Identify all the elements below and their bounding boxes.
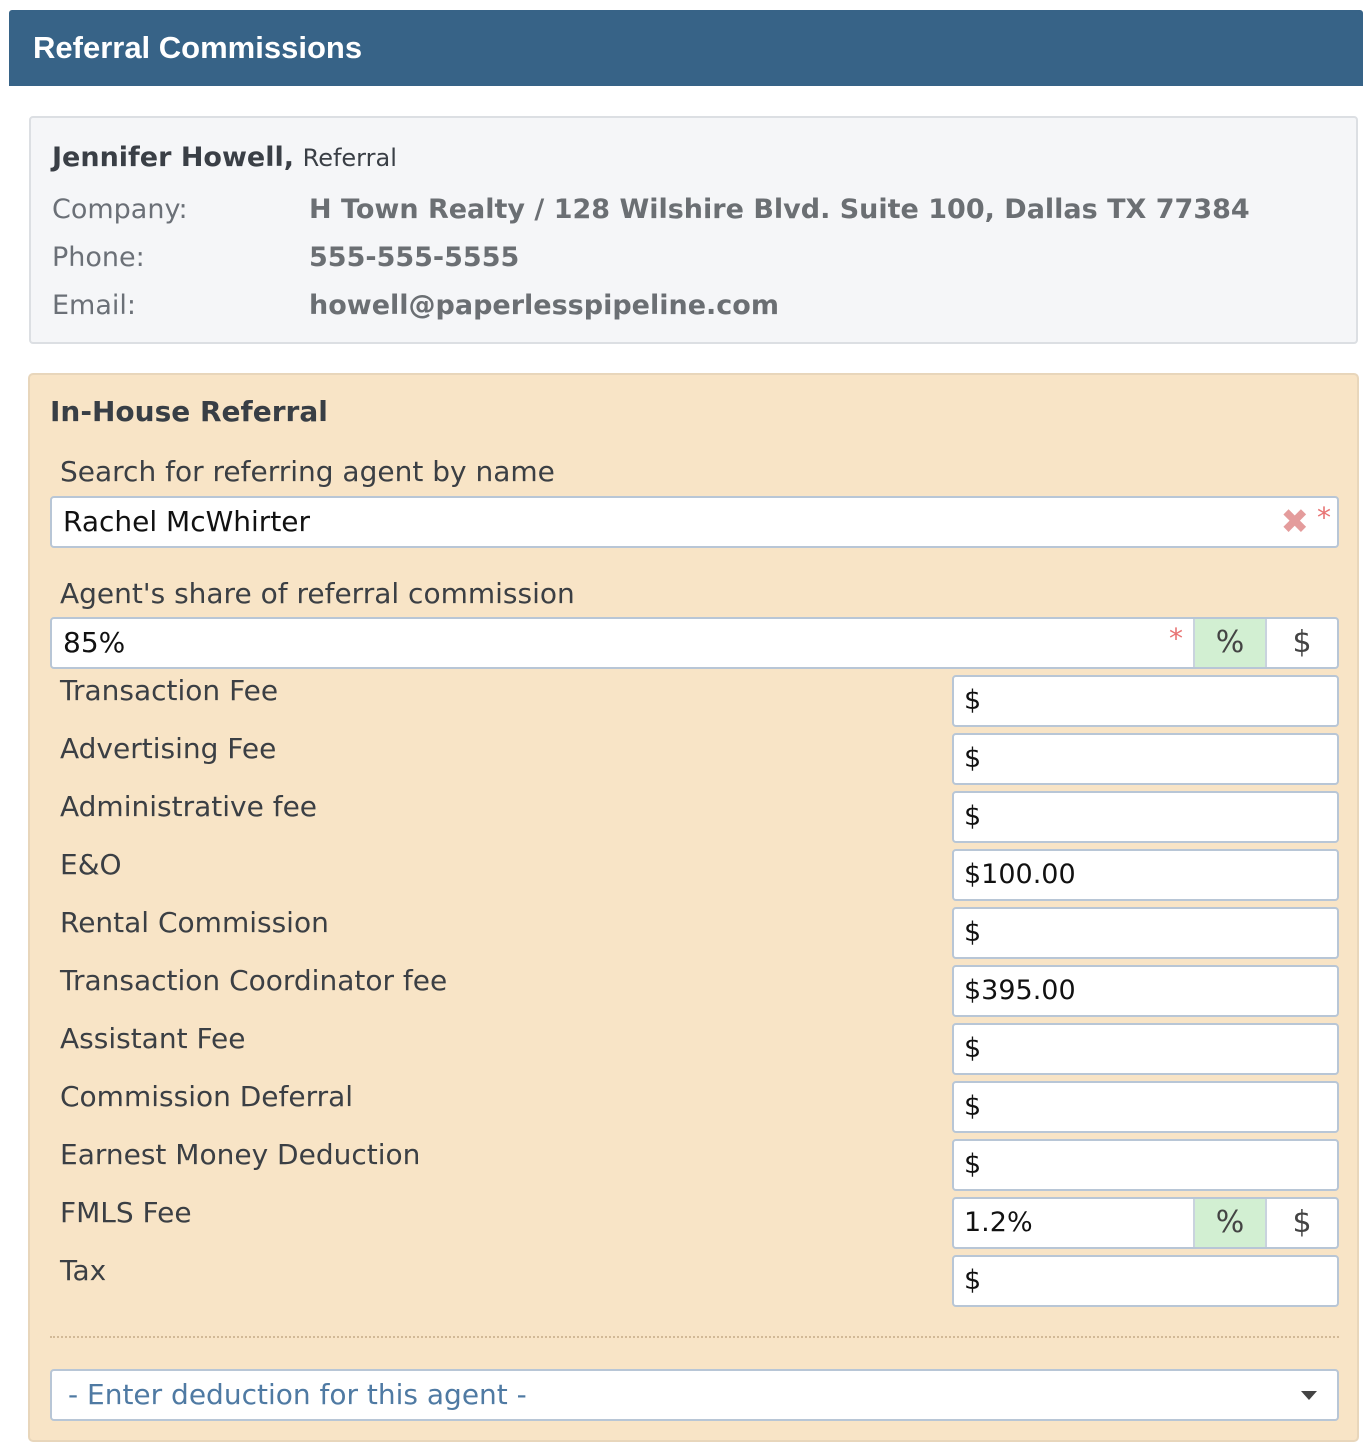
fmls-fee-input[interactable] [952, 1197, 1339, 1249]
search-agent-input[interactable] [50, 496, 1339, 548]
tax-input[interactable]: $ [952, 1255, 1339, 1307]
contact-name: Jennifer Howell, [52, 142, 294, 173]
fee-label: Transaction Coordinator fee [60, 964, 448, 997]
panel-title: In-House Referral [50, 395, 328, 428]
administrative-fee-input[interactable]: $ [952, 791, 1339, 843]
commission-deferral-input[interactable]: $ [952, 1081, 1339, 1133]
fee-label: E&O [60, 848, 122, 881]
fee-label: Earnest Money Deduction [60, 1138, 421, 1171]
contact-phone-row [52, 242, 519, 273]
in-house-referral-panel [28, 373, 1359, 1442]
fee-label: Administrative fee [60, 790, 318, 823]
dollar-toggle-button[interactable]: $ [1265, 1199, 1337, 1247]
advertising-fee-input[interactable]: $ [952, 733, 1339, 785]
agent-share-label: Agent's share of referral commission [60, 577, 575, 610]
phone-label: Phone: [52, 242, 145, 273]
deduction-select-placeholder: - Enter deduction for this agent - [68, 1378, 527, 1411]
share-unit-toggle [1193, 619, 1337, 667]
required-asterisk: * [1169, 622, 1183, 655]
email-value: howell@paperlesspipeline.com [309, 290, 779, 321]
percent-toggle-button[interactable]: % [1193, 619, 1265, 667]
transaction-coordinator-fee-input[interactable]: $395.00 [952, 965, 1339, 1017]
fee-label: Commission Deferral [60, 1080, 354, 1113]
contact-card [29, 116, 1358, 344]
required-asterisk: * [1317, 501, 1331, 534]
eo-fee-input[interactable]: $100.00 [952, 849, 1339, 901]
fmls-unit-toggle [1193, 1199, 1337, 1247]
email-label: Email: [52, 290, 137, 321]
agent-share-value: 85% [63, 626, 126, 659]
company-value: H Town Realty / 128 Wilshire Blvd. Suite 100, Dallas TX 77384 [309, 194, 1250, 225]
search-agent-value: Rachel McWhirter [63, 505, 311, 538]
deduction-select[interactable] [50, 1369, 1339, 1421]
section-divider [50, 1336, 1339, 1338]
contact-email-row [52, 290, 779, 321]
phone-value: 555-555-5555 [309, 242, 520, 273]
fmls-fee-value: 1.2% [964, 1207, 1033, 1238]
transaction-fee-input[interactable]: $ [952, 675, 1339, 727]
contact-role: Referral [302, 144, 397, 172]
fee-label: FMLS Fee [60, 1196, 192, 1229]
contact-name-line [52, 142, 397, 173]
search-agent-label: Search for referring agent by name [60, 455, 555, 488]
fee-label: Transaction Fee [60, 674, 279, 707]
contact-company-row [52, 194, 1250, 225]
fee-label: Advertising Fee [60, 732, 277, 765]
percent-toggle-button[interactable]: % [1193, 1199, 1265, 1247]
company-label: Company: [52, 194, 188, 225]
agent-share-input[interactable] [50, 617, 1339, 669]
dollar-toggle-button[interactable]: $ [1265, 619, 1337, 667]
earnest-money-deduction-input[interactable]: $ [952, 1139, 1339, 1191]
page-title: Referral Commissions [33, 30, 363, 65]
fee-label: Assistant Fee [60, 1022, 246, 1055]
chevron-down-icon [1301, 1391, 1317, 1400]
assistant-fee-input[interactable]: $ [952, 1023, 1339, 1075]
page-header [9, 10, 1363, 86]
fee-label: Rental Commission [60, 906, 329, 939]
fee-label: Tax [60, 1254, 107, 1287]
rental-commission-input[interactable]: $ [952, 907, 1339, 959]
clear-icon[interactable]: ✖ [1280, 502, 1309, 542]
